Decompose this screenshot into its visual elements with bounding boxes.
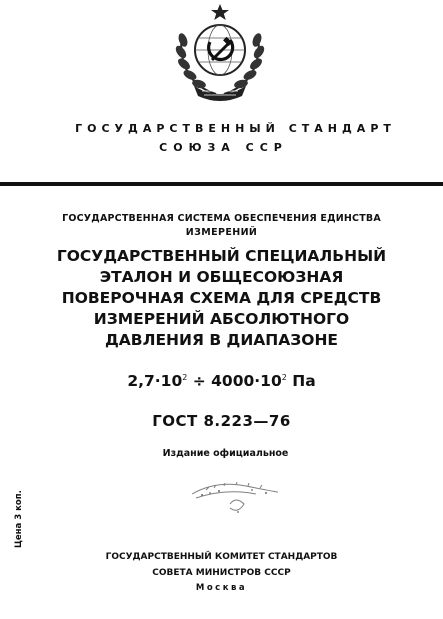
range-low-mantissa: 2,7·10 — [127, 372, 183, 390]
range-high-mantissa: 4000·10 — [211, 372, 282, 390]
ussr-emblem-icon — [172, 2, 268, 102]
header-title: ГОСУДАРСТВЕННЫЙ СТАНДАРТ — [75, 122, 396, 135]
range-unit: Па — [286, 372, 316, 390]
document-title — [0, 246, 443, 351]
publisher-line2: СОВЕТА МИНИСТРОВ СССР — [152, 568, 291, 578]
title-line: ПОВЕРОЧНАЯ СХЕМА ДЛЯ СРЕДСТВ — [61, 289, 382, 307]
library-stamp — [186, 474, 282, 524]
range-high-exponent: 2 — [281, 373, 287, 382]
title-line: ИЗМЕРЕНИЙ АБСОЛЮТНОГО — [93, 310, 350, 328]
horizontal-rule — [0, 182, 443, 186]
pressure-range — [0, 372, 443, 390]
title-line: ГОСУДАРСТВЕННЫЙ СПЕЦИАЛЬНЫЙ — [56, 247, 387, 265]
price-label: Цена 3 коп. — [14, 490, 24, 548]
system-title-line2: ИЗМЕРЕНИЙ — [185, 227, 258, 238]
edition-label: Издание официальное — [162, 448, 289, 459]
standard-number: ГОСТ 8.223—76 — [152, 412, 291, 430]
range-separator: ÷ — [187, 372, 212, 390]
header-subtitle: СОЮЗА ССР — [159, 141, 288, 154]
system-title-line1: ГОСУДАРСТВЕННАЯ СИСТЕМА ОБЕСПЕЧЕНИЯ ЕДИНСТВА — [62, 213, 381, 224]
range-low-exponent: 2 — [182, 373, 188, 382]
title-line: ДАВЛЕНИЯ В ДИАПАЗОНЕ — [104, 331, 339, 349]
publisher-line1: ГОСУДАРСТВЕННЫЙ КОМИТЕТ СТАНДАРТОВ — [105, 552, 338, 562]
title-line: ЭТАЛОН И ОБЩЕСОЮЗНАЯ — [99, 268, 344, 286]
publisher-city: Москва — [195, 583, 248, 593]
